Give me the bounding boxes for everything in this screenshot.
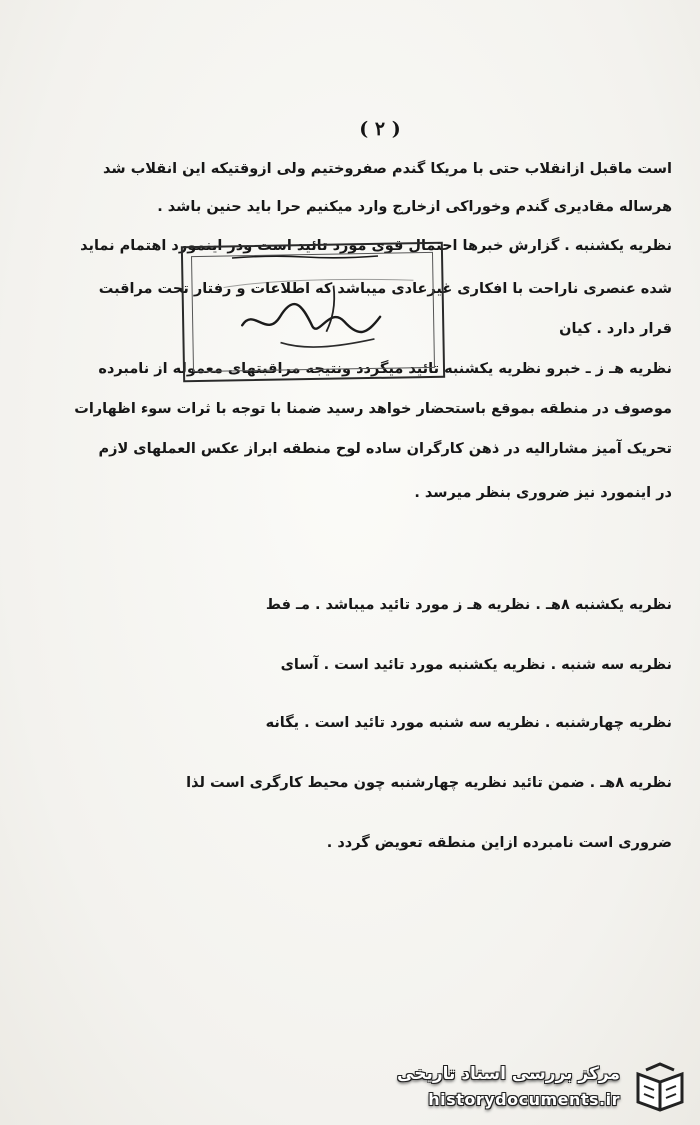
book-logo-icon (632, 1062, 688, 1114)
archive-name: مرکز بررسی اسناد تاریخی (397, 1064, 620, 1084)
text-line: قرار دارد . کیان (559, 321, 672, 337)
text-line: نظریه سه شنبه . نظریه یکشنبه مورد تائید است . آسای (280, 657, 672, 673)
page-number: ( ۲ ) (359, 118, 401, 140)
text-line: هرساله مقادیری گندم وخوراکی ازخارج وارد میکنیم حرا باید حنین باشد . (157, 199, 672, 215)
text-line: تحریک آمیز مشارالیه در ذهن کارگران ساده لوح منطقه ابراز عکس العملهای لازم (98, 441, 672, 457)
text-line: ضروری است نامبرده ازاین منطقه تعویض گردد . (326, 835, 672, 851)
signature-icon (183, 244, 443, 380)
text-line: نظریه یکشنبه ۸هـ . نظریه هـ ز مورد تائید میباشد . مـ فط (265, 597, 672, 613)
stamp-signature-box (181, 242, 445, 383)
text-line: نظریه ۸هـ . ضمن تائید نظریه چهارشنبه چون محیط کارگری است لذا (186, 775, 672, 791)
archive-url[interactable]: historydocuments.ir (428, 1090, 620, 1109)
text-line: نظریه یکشنبه . گزارش خبرها احتمال قوی مورد تائید است ودر اینمورد اهتمام نماید (80, 238, 672, 254)
text-line: در اینمورد نیز ضروری بنظر میرسد . (414, 485, 672, 501)
text-line: شده عنصری ناراحت با افکاری غیرعادی میباشد که اطلاعات و رفتار تحت مراقبت (98, 281, 672, 297)
text-line: نظریه چهارشنبه . نظریه سه شنبه مورد تائید است . یگانه (265, 715, 672, 731)
text-line: نظریه هـ ز ـ خبرو نظریه یکشنبه تائید میگردد ونتیجه مراقبتهای معموله از نامبرده (98, 361, 672, 377)
text-line: است ماقبل ازانقلاب حتی با مریکا گندم صفروختیم ولی ازوقتیکه این انقلاب شد (103, 161, 672, 177)
text-line: موصوف در منطقه بموقع باستحضار خواهد رسید ضمنا با توجه با ثرات سوء اظهارات (74, 401, 672, 417)
